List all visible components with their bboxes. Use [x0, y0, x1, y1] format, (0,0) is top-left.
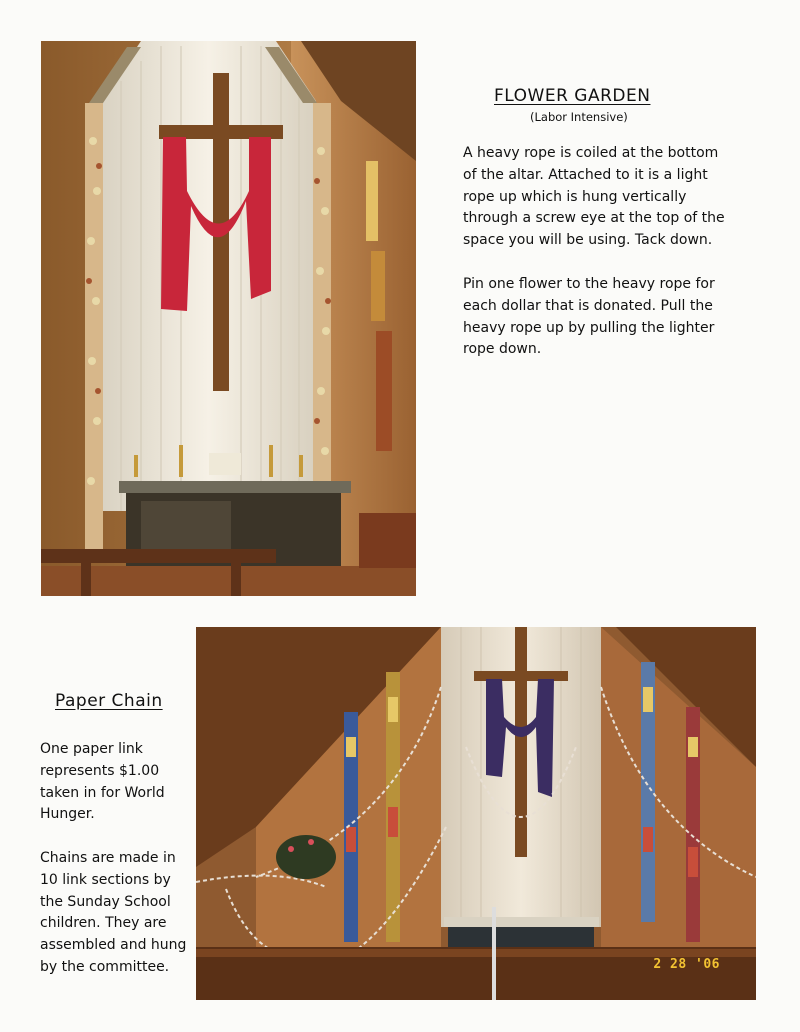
text-line: taken in for World: [40, 784, 165, 801]
text-line: of the altar. Attached to it is a light: [463, 166, 708, 183]
text-line: by the committee.: [40, 958, 170, 975]
flower-garden-title: FLOWER GARDEN: [494, 86, 651, 106]
text-line: space you will be using. Tack down.: [463, 232, 713, 249]
flower-garden-paragraph-2: [463, 274, 715, 361]
text-line: the Sunday School: [40, 893, 171, 910]
text-line: 10 link sections by: [40, 871, 171, 888]
paper-chain-paragraph-1: [40, 739, 165, 826]
text-line: represents $1.00: [40, 762, 160, 779]
text-line: each dollar that is donated. Pull the: [463, 297, 713, 314]
photo-date-stamp: 2 28 '06: [653, 957, 720, 972]
text-line: A heavy rope is coiled at the bottom: [463, 145, 719, 161]
paper-chain-photo: [196, 627, 756, 1000]
text-line: rope down.: [463, 341, 542, 358]
text-line: heavy rope up by pulling the lighter: [463, 319, 715, 336]
text-line: assembled and hung: [40, 937, 187, 954]
text-line: One paper link: [40, 741, 143, 757]
text-line: rope up which is hung vertically: [463, 188, 687, 205]
text-line: through a screw eye at the top of the: [463, 210, 725, 227]
text-line: Hunger.: [40, 806, 95, 823]
paper-chain-paragraph-2: [40, 848, 186, 979]
flower-garden-photo: [41, 41, 416, 596]
flower-garden-paragraph-1: [463, 143, 725, 252]
flower-garden-subtitle: (Labor Intensive): [530, 110, 628, 124]
paper-chain-title: Paper Chain: [55, 691, 163, 711]
text-line: Pin one flower to the heavy rope for: [463, 276, 715, 292]
text-line: Chains are made in: [40, 850, 176, 866]
text-line: children. They are: [40, 915, 167, 932]
